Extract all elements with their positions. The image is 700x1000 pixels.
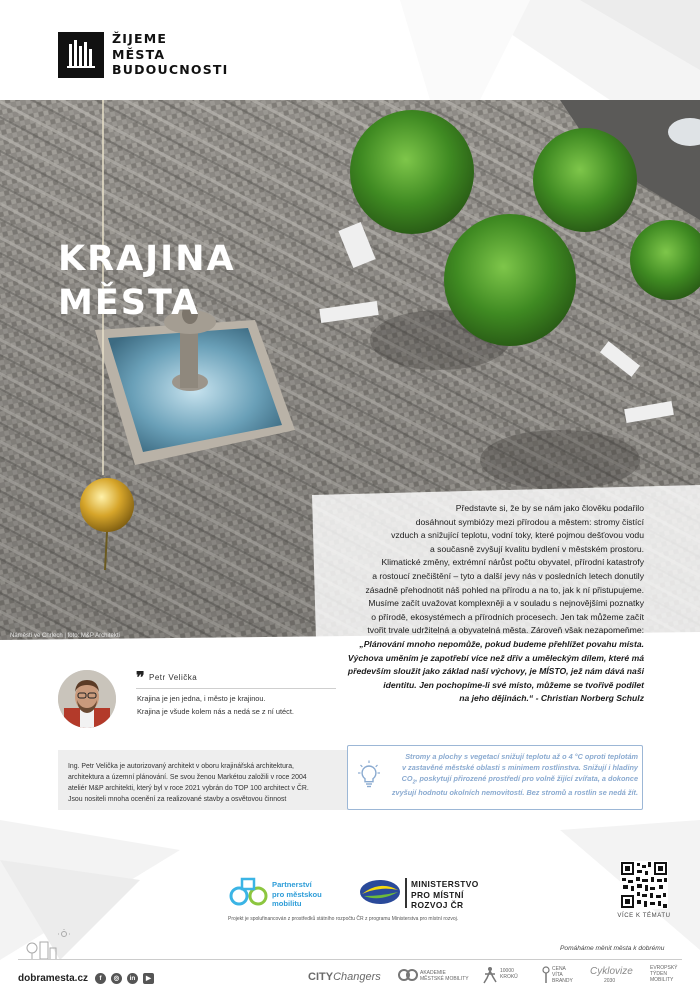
intro-text [314,502,644,706]
title-line-1: KRAJINA [58,239,236,279]
fact-box [347,745,643,810]
divider [405,878,407,908]
instagram-icon[interactable]: ◎ [111,973,122,984]
partner2-line: PRO MÍSTNÍ [411,889,464,900]
logo-line-2: MĚSTA [112,46,166,62]
youtube-icon[interactable]: ▶ [143,973,154,984]
intro-line: dosáhnout symbiózy mezi přírodou a městem: stromy čistící [415,516,644,527]
fact-co-subscript: 2 [412,779,416,786]
fact-line: v zastavěné městské oblasti s minimem rostlinstva. Snižují i hladiny [401,762,638,772]
quote-line: Výchova uměním je zapotřebí více než dřív a uměleckým dílem, které má [347,652,644,663]
cyklovize-logo: Cyklovize [590,966,633,977]
intro-line: o přírodě, ekosystémech a přírodních procesech. Jen tak můžeme začít [371,611,644,622]
fact-line [388,774,638,788]
bio-line: Ing. Petr Velička je autorizovaný architekt v oboru krajinářská architektura, [68,763,294,770]
intro-line: Klimatické změny, extrémní nárůst počtu obyvatel, přírodní katastrofy [381,557,644,568]
partner1-line: mobilitu [272,899,302,909]
partner1-line: Partnerství [272,880,312,889]
kroku-line: 10000 [500,968,514,974]
tree [350,110,474,234]
divider [136,688,336,689]
city-outline-icon [22,928,74,960]
qr-code-icon[interactable] [620,861,668,909]
cyklovize-year: 2030 [604,978,616,984]
akademie-line: MĚSTSKÉ MOBILITY [420,976,469,982]
intro-line: tvořit trvale udržitelná a obyvatelná města. Zároveň však nezapomeňme: [367,625,644,636]
intro-line: a současně zvyšují kvalitu bydlení v městském prostoru. [430,543,644,554]
logo-icon [58,32,104,78]
website-link[interactable]: dobramesta.cz [18,973,89,984]
ministerstvo-logo-icon [358,878,402,906]
intro-line: zásadně přehodnotit náš pohled na přírodu a na to, jak k ní přistupujeme. [365,584,644,595]
intro-line: vzduch a snižující teplotu, vodní toky, které pojmou dešťovou vodu [391,530,644,541]
divider [18,959,682,960]
citychangers-logo [308,971,381,983]
author-quote-line: Krajina je všude kolem nás a nedá se z ní utéct. [137,706,294,716]
akademie-logo-icon [398,968,418,982]
intro-line: Musíme začít uvažovat komplexněji a v souladu s nejnovějšími poznatky [368,598,644,609]
tyden-logo-text [650,965,678,983]
kroku-line: KROKŮ [500,974,518,980]
avatar [58,670,116,728]
citychangers-rest: Changers [333,971,381,983]
logo-wordmark [112,31,252,78]
bio-line: architektura a územní plánování. Se svou ženou Markétou založili v roce 2004 [68,774,307,781]
logo-line-3: BUDOUCNOSTI [112,62,229,77]
tyden-line: MOBILITY [650,977,674,983]
cena-line: VÍTA [552,972,563,978]
qr-label: VÍCE K TÉMATU [617,913,671,919]
author-quote [137,693,357,719]
title-line-2: MĚSTA [58,283,201,323]
header-decoration [280,0,700,100]
photo-credit: Náměstí ve Chrlech | foto: M&P Architekti [10,633,120,639]
cena-line: BRANDY [552,978,573,984]
bio-line: Jsou nositeli mnoha ocenění za realizované stavby a osvětovou činnost [68,796,287,803]
quote-line: identitu. Jen pochopíme-li své místo, můžeme se tvořivě podílet [383,679,644,690]
partner1-line: pro městskou [272,889,322,899]
author-name: Petr Velička [149,673,198,682]
funding-note: Projekt je spolufinancován z prostředků státního rozpočtu ČR z programu Ministerstva pro místní rozvoj. [228,916,459,922]
ministerstvo-logo-text [411,879,479,911]
linkedin-icon[interactable]: in [127,973,138,984]
cena-logo-icon [542,966,550,984]
quote-line: na jeho dějinách.“ - Christian Norberg Schulz [459,693,644,704]
intro-line: Představte si, že by se nám jako člověku podařilo [455,503,644,513]
facebook-icon[interactable]: f [95,973,106,984]
quote-line: „Plánování mnoho nepomůže, pokud budeme přehlížet povahu místa. [359,638,644,649]
fact-line: Stromy a plochy s vegetací snižují teplotu až o 4 °C oproti teplotám [405,752,638,761]
partner2-line: ROZVOJ ČR [411,900,464,911]
tyden-line: EVROPSKÝ [650,965,678,971]
slogan: Pomáháme měnit města k dobrému [560,945,665,952]
lightbulb-icon [354,760,384,792]
cena-logo-text [552,966,573,984]
logo-line-1: ŽIJEME [112,31,168,46]
cena-line: CENA [552,966,566,972]
fact-co: CO [401,773,413,783]
author-quote-line: Krajina je jen jedna, i město je krajinou. [137,694,266,703]
kroku-logo-icon [482,966,498,984]
kroku-logo-text [500,968,518,980]
akademie-line: AKADEMIE [420,970,446,976]
bio-line: ateliér M&P architekti, který byl v roce 2021 vybrán do TOP 100 architect v ČR. [68,785,309,792]
intro-line: a rostoucí znečištění – tyto a další jevy nás v posledních letech donutily [372,570,644,581]
partnerstvi-logo-text [272,880,322,909]
fact-text [388,752,638,799]
fact-line-rest: , poskytují přirozené prostředí pro volně žijící zvířata, a dokonce [415,773,638,783]
quote-icon: ❞ [136,670,145,687]
fact-line: zvyšují hodnotu okolních nemovitostí. Bez stromů a rostlin se nedá žít. [391,787,638,797]
author-bio [58,750,348,810]
partner2-line: MINISTERSTVO [411,879,479,889]
tyden-line: TÝDEN [650,971,667,977]
partnerstvi-logo-icon [228,876,272,912]
citychangers-city: CITY [308,971,334,983]
akademie-logo-text [420,970,469,982]
page-title [58,237,236,325]
quote-line: především sloužit jako základ naší výchovy, je MÍSTO, jež nám dává naši [347,666,644,677]
